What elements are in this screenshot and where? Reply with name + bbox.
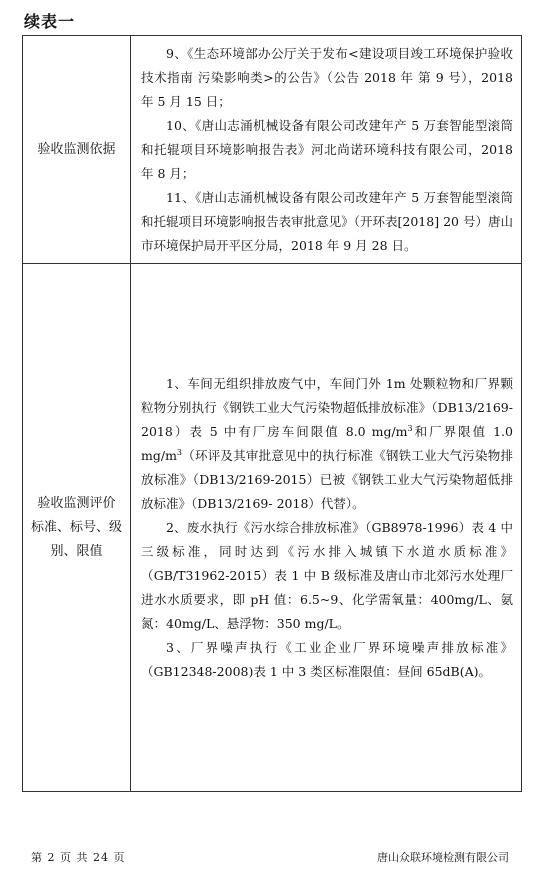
table-row [23,36,522,264]
page-title: 续表一 [24,12,76,31]
row-label [23,36,131,264]
row-label-line: 别、限值 [50,543,103,559]
row-content [131,36,522,264]
row-label-line: 标准、标号、级 [30,519,122,535]
paragraph: 9、《生态环境部办公厅关于发布<建设项目竣工环境保护验收技术指南 污染影响类>的公告》（公告 2018 年 第 9 号），2018 年 5 月 15 日； [141,45,513,109]
table-row [23,264,522,792]
superscript: 3 [407,423,413,433]
row-label-text: 验收监测依据 [37,141,116,157]
text-span: 和厂界限值 1.0 mg/m [141,423,513,463]
row-content [131,264,522,792]
paragraph: 11、《唐山志涌机械设备有限公司改建年产 5 万套智能型滚筒和托辊项目环境影响报告表审批意见》（开环表[2018] 20 号）唐山市环境保护局开平区分局，2018 年 9 月 28 日。 [141,189,513,253]
paragraph: 3、厂界噪声执行《工业企业厂界环境噪声排放标准》（GB12348-2008)表 1 中 3 类区标准限值：昼间 65dB(A)。 [141,639,513,679]
paragraph: 2、废水执行《污水综合排放标准》（GB8978-1996）表 4 中三级标准，同时达到《污水排入城镇下水道水质标准》（GB/T31962-2015）表 1 中 B 级标准及唐山市北郊污水处理厂进水水质要求，即 pH 值：6.5~9、化学需氧量：400mg/L、氨氮：40mg/L、悬浮物：350 mg/L。 [141,519,513,631]
superscript: 3 [176,447,183,457]
paragraph [131,372,521,516]
row-label-line: 验收监测评价 [37,495,116,511]
report-table [22,35,522,792]
text-span: （环评及其审批意见中的执行标准《钢铁工业大气污染物排放标准》（DB13/2169-2015）已被《钢铁工业大气污染物超低排放标准》（DB13/2169- 2018）代替）。 [141,447,513,511]
paragraph: 10、《唐山志涌机械设备有限公司改建年产 5 万套智能型滚筒和托辊项目环境影响报告表》河北尚诺环境科技有限公司，2018 年 8 月； [141,117,513,181]
text-span: 1、车间无组织排放废气中，车间门外 1m 处颗粒物和厂界颗粒物分别执行《钢铁工业大气污染物超低排放标准》（DB13/2169-2018）表 5 中有厂房车间限值 8.0 mg/m [141,375,513,439]
page-number: 第 2 页 共 24 页 [31,851,126,864]
company-name: 唐山众联环境检测有限公司 [377,851,509,864]
row-label [23,264,131,792]
